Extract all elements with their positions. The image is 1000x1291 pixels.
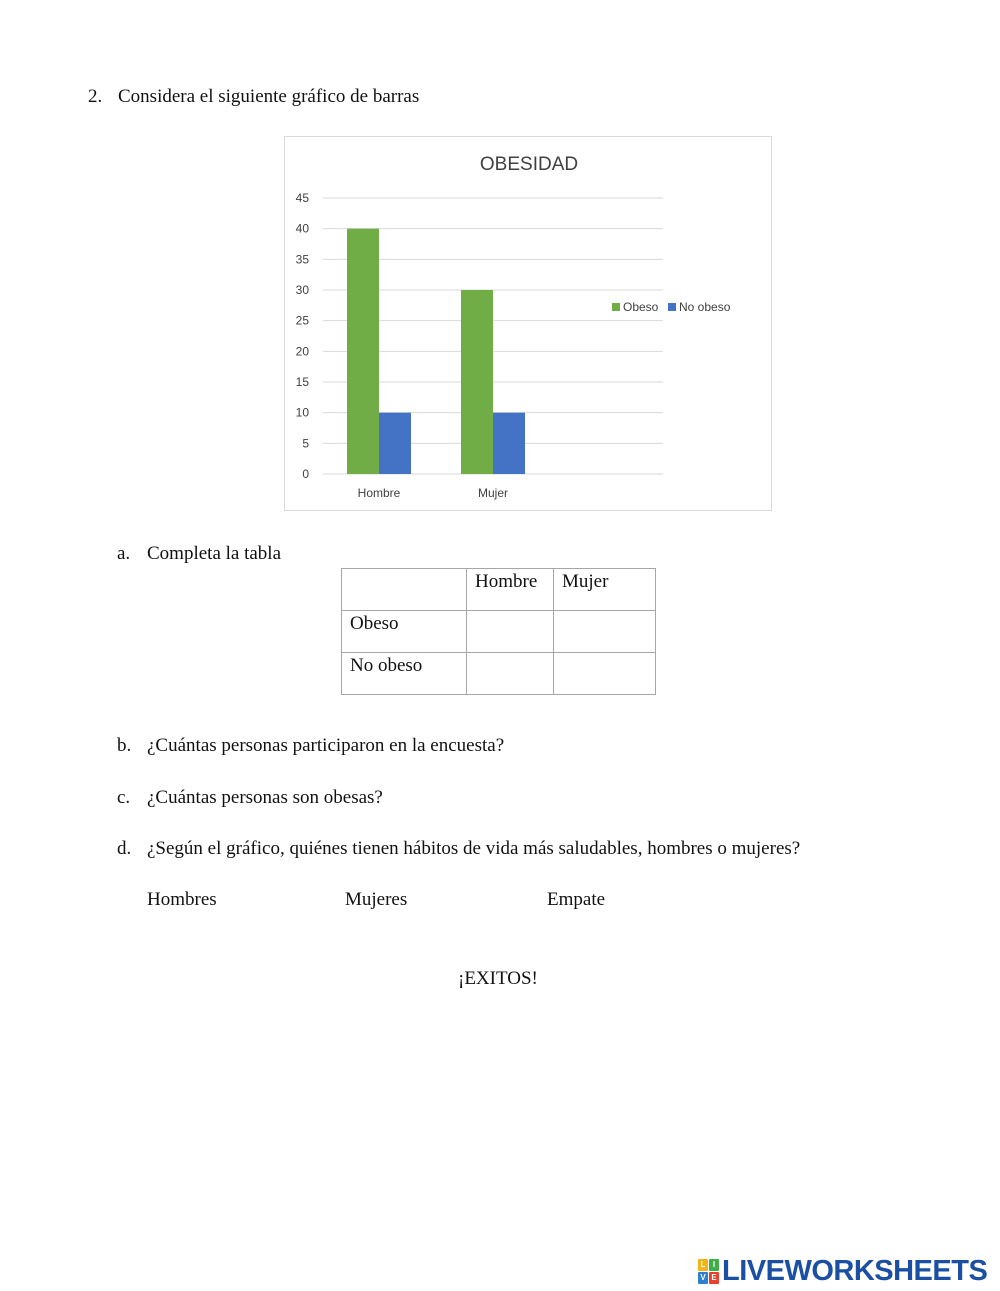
part-b-heading	[117, 735, 504, 757]
logo-tile: E	[709, 1272, 719, 1284]
y-tick-label: 5	[302, 436, 309, 451]
answer-cell[interactable]	[467, 653, 554, 695]
table-row	[342, 653, 656, 695]
legend-label: Obeso	[623, 300, 659, 314]
y-tick-label: 10	[295, 405, 309, 420]
y-tick-label: 45	[295, 191, 309, 205]
answer-table	[341, 568, 656, 695]
bar-no-obeso	[379, 413, 411, 474]
logo-tile: I	[709, 1259, 719, 1271]
bar-obeso	[347, 229, 379, 474]
chart-title: OBESIDAD	[479, 154, 579, 175]
bar-chart	[284, 136, 772, 511]
answer-cell[interactable]	[554, 653, 656, 695]
legend-label: No obeso	[679, 300, 731, 314]
part-c-marker: c.	[117, 787, 131, 808]
table-header-cell	[342, 569, 467, 611]
bar-no-obeso	[493, 413, 525, 474]
answer-cell[interactable]	[467, 611, 554, 653]
y-tick-label: 25	[295, 313, 309, 328]
table-header-row	[342, 569, 656, 611]
logo-tiles-icon	[698, 1259, 719, 1284]
part-d-marker: d.	[117, 838, 132, 859]
part-b-text: ¿Cuántas personas participaron en la encuesta?	[147, 735, 505, 756]
chart-legend	[612, 300, 731, 314]
question-text: Considera el siguiente gráfico de barras	[118, 86, 420, 107]
option-hombres[interactable]: Hombres	[147, 889, 217, 910]
y-tick-label: 20	[295, 344, 309, 359]
part-c-text: ¿Cuántas personas son obesas?	[147, 787, 383, 808]
table-header-cell: Hombre	[467, 569, 554, 611]
liveworksheets-logo	[698, 1256, 987, 1286]
option-empate[interactable]: Empate	[547, 889, 606, 910]
y-tick-label: 0	[302, 467, 309, 481]
part-b-marker: b.	[117, 735, 132, 756]
y-tick-label: 15	[295, 375, 309, 389]
legend-swatch	[668, 303, 676, 311]
chart-y-ticks	[296, 191, 310, 481]
x-category-label: Mujer	[477, 486, 509, 500]
bar-obeso	[461, 290, 493, 474]
table-row-label: No obeso	[342, 653, 467, 695]
table-row-label: Obeso	[342, 611, 467, 653]
table-row	[342, 611, 656, 653]
question-heading	[88, 86, 419, 108]
part-a-heading	[117, 543, 281, 565]
question-number: 2.	[88, 86, 103, 107]
part-a-marker: a.	[117, 543, 131, 564]
option-mujeres[interactable]: Mujeres	[345, 889, 408, 910]
x-category-label: Hombre	[357, 486, 401, 500]
table-header-cell: Mujer	[554, 569, 656, 611]
part-d-heading	[117, 838, 800, 860]
y-tick-label: 30	[295, 283, 309, 297]
logo-text: LIVEWORKSHEETS	[722, 1254, 988, 1287]
part-c-heading	[117, 787, 383, 809]
chart-canvas	[285, 137, 773, 512]
y-tick-label: 40	[295, 221, 309, 236]
logo-tile: L	[698, 1259, 708, 1271]
part-d-text: ¿Según el gráfico, quiénes tienen hábitos de vida más saludables, hombres o mujeres?	[147, 838, 801, 859]
closing-message: ¡EXITOS!	[458, 968, 538, 989]
answer-cell[interactable]	[554, 611, 656, 653]
logo-tile: V	[698, 1272, 708, 1284]
y-tick-label: 35	[295, 252, 309, 267]
part-a-text: Completa la tabla	[147, 543, 282, 564]
chart-x-labels	[358, 486, 508, 500]
legend-swatch	[612, 303, 620, 311]
